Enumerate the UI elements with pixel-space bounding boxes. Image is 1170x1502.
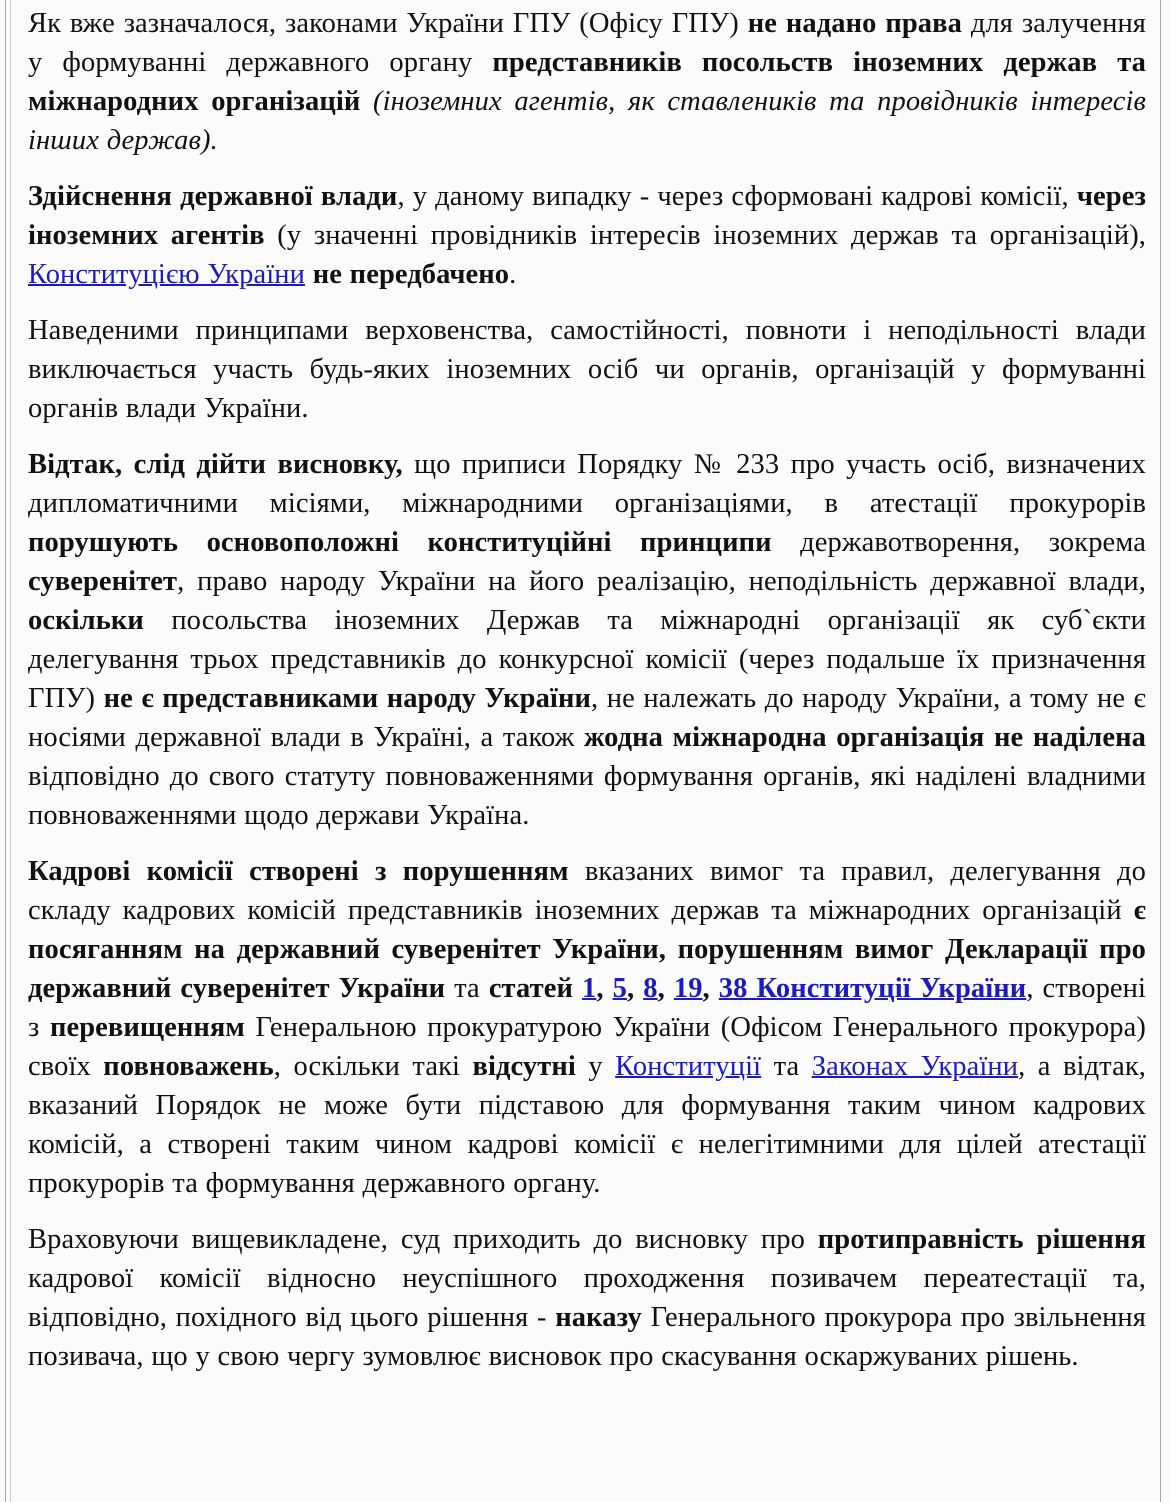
- body-text: вказаних вимог та правил, делегування до складу кадрових комісій представників іноземних держав та міжнародних організацій: [28, 856, 1147, 926]
- body-text: Наведеними принципами верховенства, самостійності, повноти і неподільності влади виключається участь будь-яких іноземних осіб чи органів, організацій у формуванні органів влади України.: [28, 315, 1146, 424]
- bold-text: суверенітет: [28, 566, 178, 597]
- bold-text: порушують основоположні конституційні принципи: [28, 527, 772, 558]
- bold-text: не надано права: [747, 8, 962, 39]
- bold-text: ,: [702, 973, 719, 1004]
- paragraph-p2: [28, 177, 1146, 294]
- bold-text: жодна міжнародна організація не наділена: [584, 722, 1146, 753]
- body-text: та: [761, 1051, 812, 1082]
- body-text: кадрової комісії відносно неуспішного проходження позивачем переатестації та, відповідно, похідного від цього рішення -: [28, 1263, 1146, 1333]
- bold-text: Відтак, слід дійти висновку,: [28, 449, 403, 480]
- bold-text: через іноземних агентів: [28, 181, 1147, 251]
- left-rule-divider: [5, 0, 6, 1502]
- body-text: , у даному випадку - через сформовані кадрові комісії,: [397, 181, 1077, 212]
- body-text: для залучення у формуванні державного органу: [28, 8, 1147, 78]
- left-inner-divider: [10, 0, 11, 1502]
- document-link[interactable]: 38 Конституції України: [718, 973, 1027, 1004]
- document-link[interactable]: 1: [582, 973, 597, 1004]
- document-link[interactable]: 5: [612, 973, 627, 1004]
- bold-text: наказу: [555, 1302, 642, 1333]
- body-text: Як вже зазначалося, законами України ГПУ (Офісу ГПУ): [28, 8, 748, 39]
- paragraph-p5: [28, 852, 1146, 1203]
- body-text: , оскільки такі: [273, 1051, 473, 1082]
- paragraph-p4: [28, 445, 1146, 835]
- body-text: що приписи Порядку № 233 про участь осіб, визначених дипломатичними місіями, міжнародними організаціями, в атестації прокурорів: [28, 449, 1146, 519]
- document-body: [14, 0, 1160, 1502]
- body-text: Генерального прокурора про звільнення позивача, що у свою чергу зумовлює висновок про скасування оскаржуваних рішень.: [28, 1302, 1146, 1372]
- body-text: та: [445, 973, 489, 1004]
- bold-text: перевищенням: [49, 1012, 245, 1043]
- body-text: відповідно до свого статуту повноваженнями формування органів, які наділені владними повноваженнями щодо держави Україна.: [28, 761, 1146, 831]
- document-link[interactable]: Конституції: [615, 1051, 762, 1082]
- body-text: , право народу України на його реалізацію, неподільність державної влади,: [177, 566, 1146, 597]
- document-link[interactable]: 19: [673, 973, 703, 1004]
- body-text: , а відтак, вказаний Порядок не може бути підставою для формування таким чином кадрових комісій, а створені таким чином кадрові комісії є нелегітимними для цілей атестації прокурорів та формування державного органу.: [28, 1051, 1147, 1199]
- body-text: , створені з: [28, 973, 1147, 1043]
- document-link[interactable]: Законах України: [811, 1051, 1019, 1082]
- document-link[interactable]: Конституцією України: [28, 259, 305, 290]
- bold-text: є посяганням на державний суверенітет України, порушенням вимог Декларації про державний суверенітет України: [28, 895, 1146, 1004]
- document-link[interactable]: 8: [643, 973, 658, 1004]
- bold-text: протиправність рішення: [817, 1224, 1146, 1255]
- bold-text: оскільки: [28, 605, 144, 636]
- paragraph-p3: [28, 311, 1146, 428]
- body-text: державотворення, зокрема: [771, 527, 1146, 558]
- body-text: , не належать до народу України, а тому не є носіями державної влади в Україні, а також: [28, 683, 1146, 753]
- bold-text: ,: [657, 973, 674, 1004]
- bold-text: статей: [488, 973, 583, 1004]
- italic-text: (іноземних агентів, як ставлеників та провідників інтересів інших держав).: [28, 86, 1146, 156]
- body-text: Генеральною прокуратурою України (Офісом Генерального прокурора) своїх: [28, 1012, 1146, 1082]
- body-text: [305, 259, 313, 290]
- bold-text: відсутні: [472, 1051, 576, 1082]
- bold-text: представників посольств іноземних держав та міжнародних організацій: [28, 47, 1146, 117]
- bold-text: не є представниками народу України: [103, 683, 591, 714]
- body-text: (у значенні провідників інтересів іноземних держав та організацій),: [264, 220, 1147, 251]
- bold-text: повноважень: [103, 1051, 274, 1082]
- body-text: посольства іноземних Держав та міжнародні організації як суб`єкти делегування трьох представників до конкурсної комісії (через подальше їх призначення ГПУ): [28, 605, 1146, 714]
- paragraph-p1: [28, 4, 1146, 160]
- body-text: Враховуючи вищевикладене, суд приходить до висновку про: [28, 1224, 818, 1255]
- body-text: у: [575, 1051, 616, 1082]
- body-text: .: [509, 259, 517, 290]
- bold-text: Кадрові комісії створені з порушенням: [28, 856, 569, 887]
- body-text: [360, 86, 373, 117]
- right-rule-divider: [1160, 0, 1161, 1502]
- bold-text: ,: [596, 973, 613, 1004]
- paragraph-p6: [28, 1220, 1146, 1376]
- bold-text: не передбачено: [312, 259, 510, 290]
- bold-text: ,: [626, 973, 644, 1004]
- bold-text: Здійснення державної влади: [28, 181, 398, 212]
